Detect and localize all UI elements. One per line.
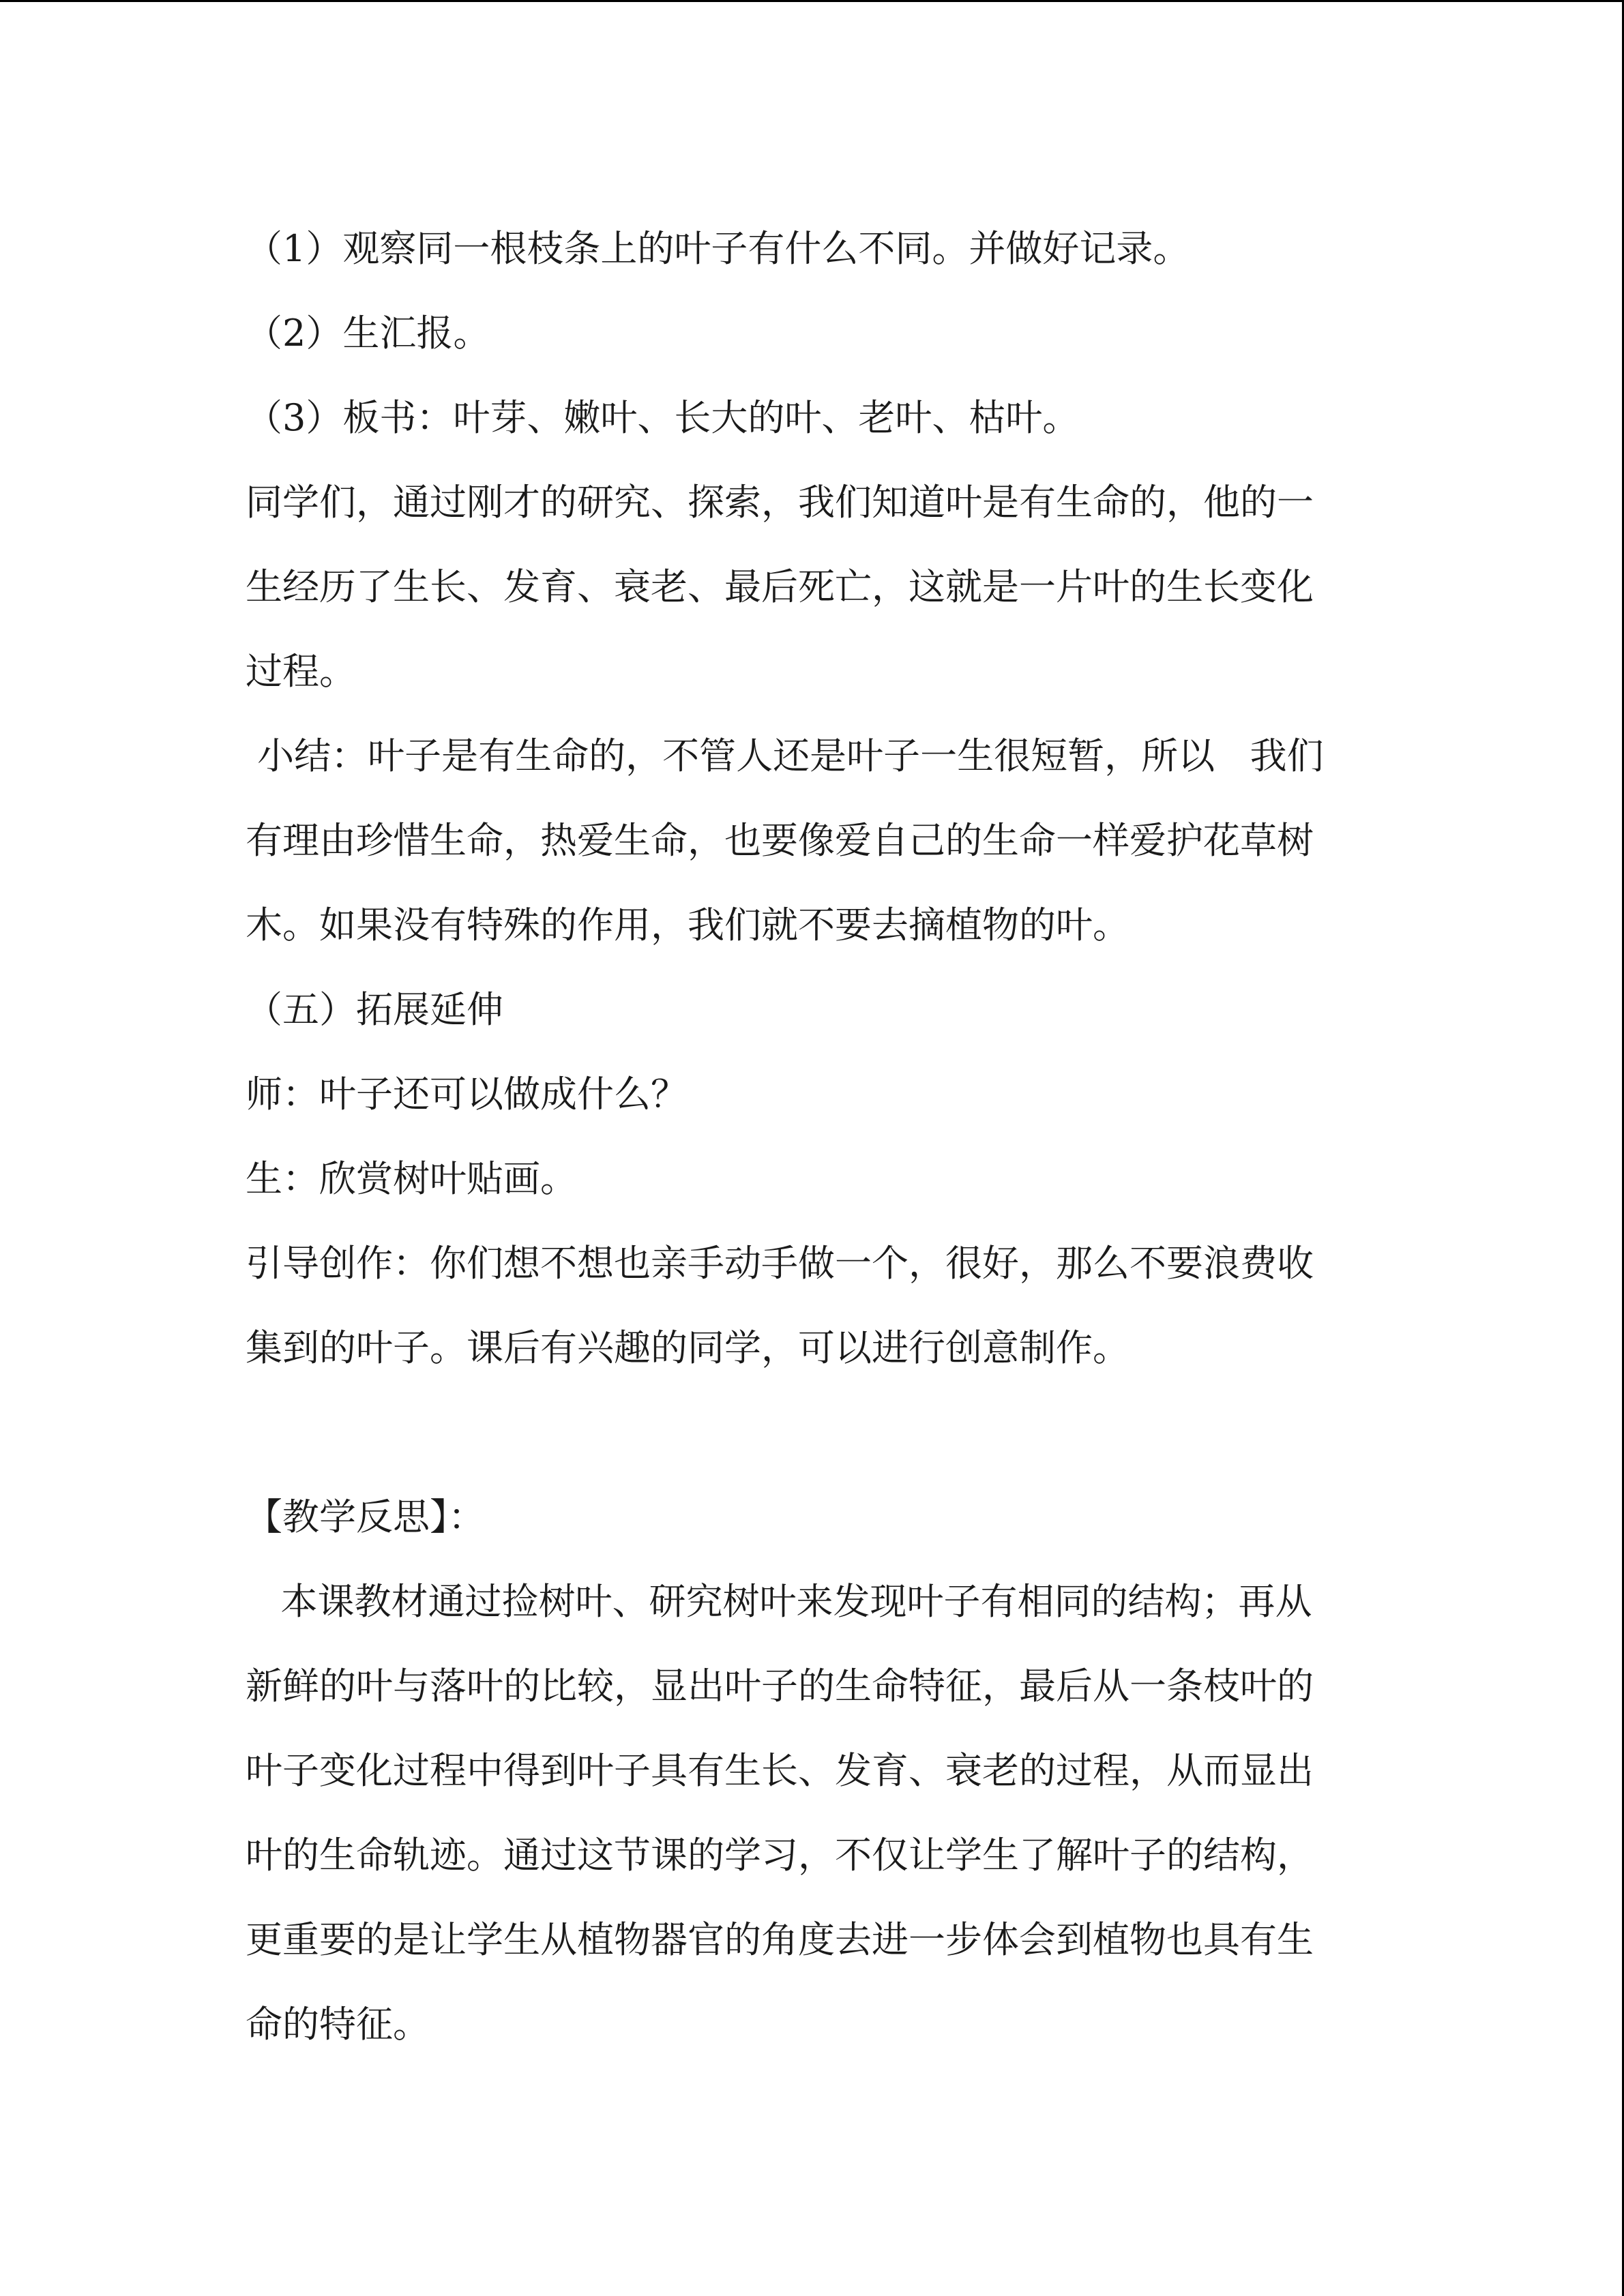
document-body <box>246 207 1391 2067</box>
text-line: 师：叶子还可以做成什么？ <box>246 1073 688 1116</box>
text-line: 过程。 <box>246 650 356 693</box>
text-line: 生经历了生长、发育、衰老、最后死亡，这就是一片叶的生长变化 <box>246 565 1314 608</box>
text-line: 木。如果没有特殊的作用，我们就不要去摘植物的叶。 <box>246 904 1130 946</box>
reflection-line: 叶子变化过程中得到叶子具有生长、发育、衰老的过程，从而显出 <box>246 1749 1314 1792</box>
reflection-line: 命的特征。 <box>246 2003 430 2046</box>
text-line: 有理由珍惜生命，热爱生命，也要像爱自己的生命一样爱护花草树 <box>246 819 1314 862</box>
blank-line <box>246 1390 1391 1475</box>
reflection-line: 更重要的是让学生从植物器官的角度去进一步体会到植物也具有生 <box>246 1918 1314 1961</box>
reflection-line: 新鲜的叶与落叶的比较，显出叶子的生命特征，最后从一条枝叶的 <box>246 1665 1314 1708</box>
text-line: （3）板书：叶芽、嫩叶、长大的叶、老叶、枯叶。 <box>246 396 1080 439</box>
text-line: （1）观察同一根枝条上的叶子有什么不同。并做好记录。 <box>246 227 1190 270</box>
reflection-line: 叶的生命轨迹。通过这节课的学习，不仅让学生了解叶子的结构， <box>246 1834 1314 1877</box>
text-line: 同学们，通过刚才的研究、探索，我们知道叶是有生命的，他的一 <box>246 481 1314 524</box>
reflection-heading: 【教学反思】： <box>246 1495 485 1538</box>
text-line: 小结：叶子是有生命的，不管人还是叶子一生很短暂，所以 我们 <box>246 734 1324 777</box>
text-line: 生：欣赏树叶贴画。 <box>246 1157 577 1200</box>
text-line: （五）拓展延伸 <box>246 988 503 1031</box>
text-line: 引导创作：你们想不想也亲手动手做一个，很好，那么不要浪费收 <box>246 1242 1314 1285</box>
text-line: 集到的叶子。课后有兴趣的同学，可以进行创意制作。 <box>246 1326 1130 1369</box>
text-line: （2）生汇报。 <box>246 312 490 355</box>
reflection-line: 本课教材通过捡树叶、研究树叶来发现叶子有相同的结构；再从 <box>246 1580 1312 1623</box>
